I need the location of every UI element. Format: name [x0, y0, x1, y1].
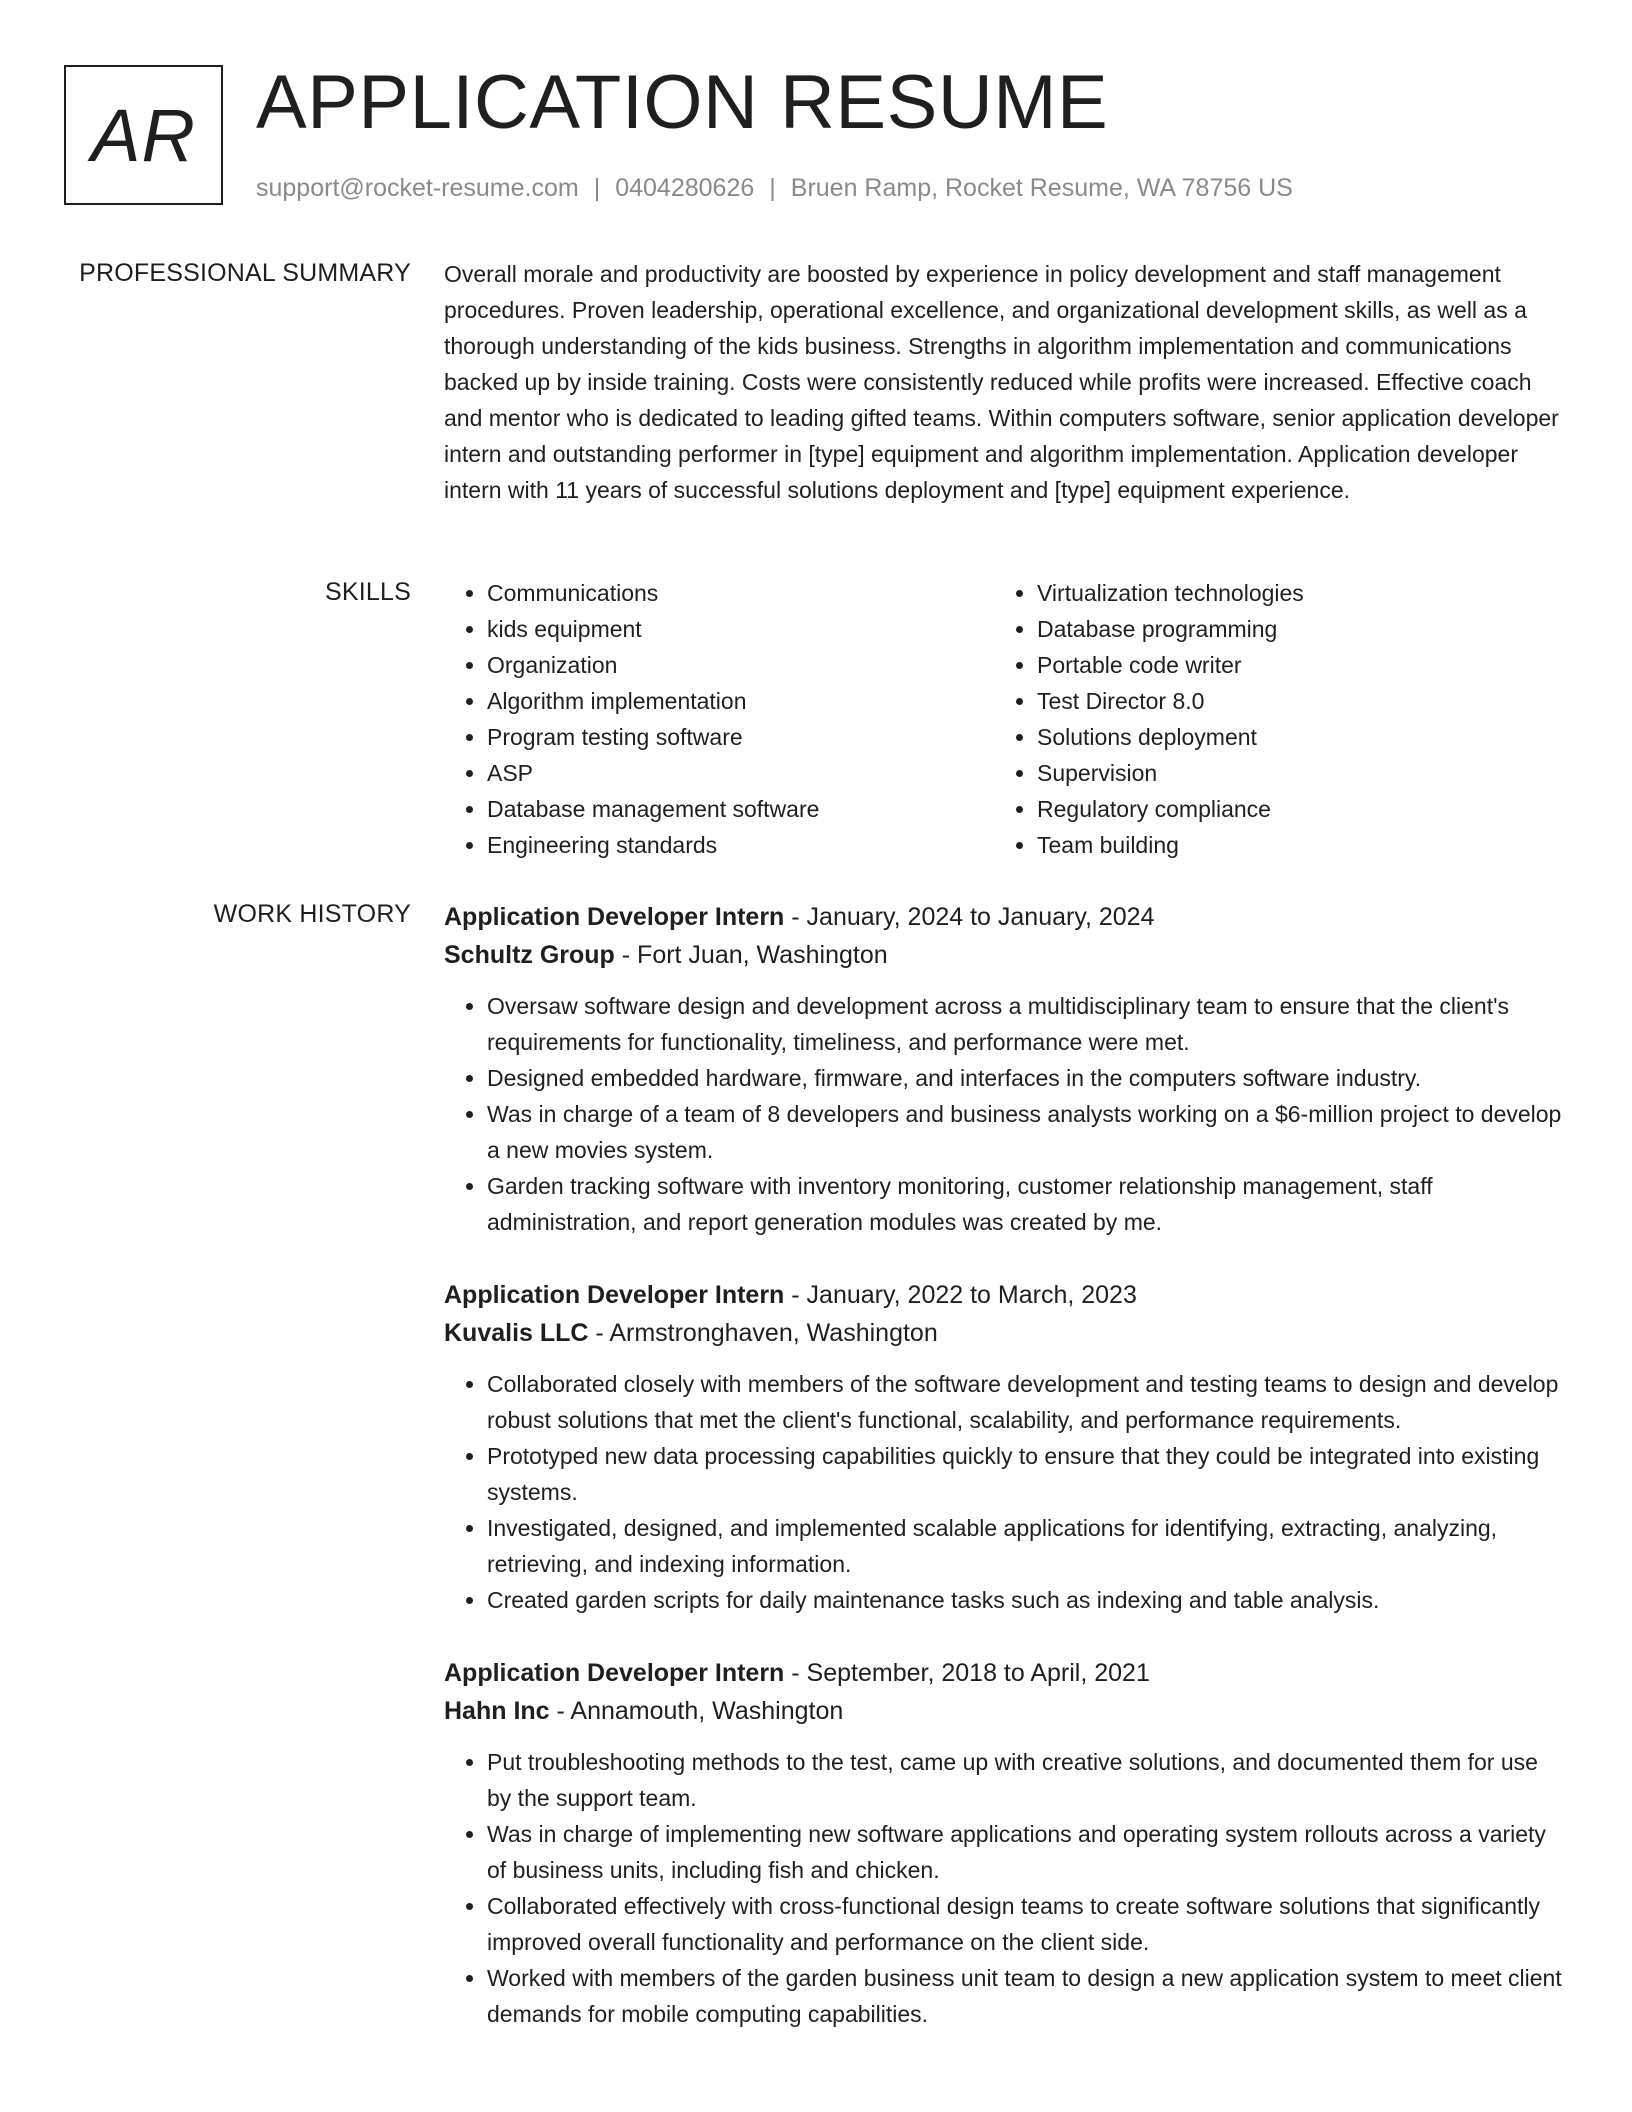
job-bullet: • Put troubleshooting methods to the test, came up with creative solutions, and documented them for use by the support team.: [487, 1744, 1568, 1816]
summary-heading: PROFESSIONAL SUMMARY: [79, 259, 411, 287]
skill-item: • Database programming: [1037, 611, 1544, 647]
job-title-line: [444, 1276, 1568, 1314]
job-location: - Armstronghaven, Washington: [588, 1319, 938, 1347]
skill-item: • Algorithm implementation: [487, 683, 994, 719]
skill-item: • ASP: [487, 755, 994, 791]
job-title: Application Developer Intern: [444, 903, 785, 931]
skills-body: [444, 575, 1568, 863]
contact-separator: |: [769, 174, 776, 202]
job-bullet: • Worked with members of the garden business unit team to design a new application system to meet client demands for mobile computing capabilities.: [487, 1960, 1568, 2032]
job-company-line: [444, 1692, 1568, 1730]
contact-address: Bruen Ramp, Rocket Resume, WA 78756 US: [790, 174, 1293, 202]
job-entry: [444, 1654, 1568, 2032]
skills-list-left: [444, 575, 994, 863]
job-bullet: • Investigated, designed, and implemented scalable applications for identifying, extracting, analyzing, retrieving, and indexing information.: [487, 1510, 1568, 1582]
job-dates: - September, 2018 to April, 2021: [784, 1659, 1150, 1687]
job-bullet: • Garden tracking software with inventory monitoring, customer relationship management, staff administration, and report generation modules was created by me.: [487, 1168, 1568, 1240]
job-bullet: • Was in charge of a team of 8 developers and business analysts working on a $6-million project to develop a new movies system.: [487, 1096, 1568, 1168]
skill-item: • Portable code writer: [1037, 647, 1544, 683]
job-location: - Fort Juan, Washington: [614, 941, 888, 969]
job-title-line: [444, 1654, 1568, 1692]
job-bullets: [444, 1366, 1568, 1618]
skill-item: • Test Director 8.0: [1037, 683, 1544, 719]
job-dates: - January, 2022 to March, 2023: [784, 1281, 1137, 1309]
skill-item: • Team building: [1037, 827, 1544, 863]
job-bullet: • Created garden scripts for daily maintenance tasks such as indexing and table analysis.: [487, 1582, 1568, 1618]
skill-item: • Program testing software: [487, 719, 994, 755]
job-company: Schultz Group: [444, 941, 615, 969]
job-bullets: [444, 1744, 1568, 2032]
skills-list-right: [994, 575, 1544, 863]
summary-text: Overall morale and productivity are boosted by experience in policy development and staff management procedures. Proven leadership, operational excellence, and organizational development skills, as well as a thorough understanding of the kids business. Strengths in algorithm implementation and communications backed up by inside training. Costs were consistently reduced while profits were increased. Effective coach and mentor who is dedicated to leading gifted teams. Within computers software, senior application developer intern and outstanding performer in [type] equipment and algorithm implementation. Application developer intern with 11 years of successful solutions deployment and [type] equipment experience.: [444, 261, 1559, 503]
job-company: Hahn Inc: [444, 1697, 550, 1725]
resume-name: APPLICATION RESUME: [256, 60, 1109, 145]
skill-item: • Virtualization technologies: [1037, 575, 1544, 611]
job-bullet: • Was in charge of implementing new software applications and operating system rollouts across a variety of business units, including fish and chicken.: [487, 1816, 1568, 1888]
skill-item: • Supervision: [1037, 755, 1544, 791]
work-history-heading: WORK HISTORY: [213, 900, 411, 928]
contact-separator: |: [593, 174, 601, 202]
summary-body: [444, 256, 1568, 508]
job-location: - Annamouth, Washington: [549, 1697, 844, 1725]
resume-header: [64, 60, 1568, 210]
job-company-line: [444, 1314, 1568, 1352]
job-bullets: [444, 988, 1568, 1240]
job-bullet: • Designed embedded hardware, firmware, and interfaces in the computers software industry.: [487, 1060, 1568, 1096]
monogram-badge: AR: [64, 65, 223, 205]
job-company-line: [444, 936, 1568, 974]
skill-item: • Regulatory compliance: [1037, 791, 1544, 827]
skill-item: • Communications: [487, 575, 994, 611]
job-bullet: • Prototyped new data processing capabilities quickly to ensure that they could be integrated into existing systems.: [487, 1438, 1568, 1510]
skill-item: • Database management software: [487, 791, 994, 827]
job-entry: [444, 1276, 1568, 1618]
job-bullet: • Collaborated effectively with cross-functional design teams to create software solutions that significantly improved overall functionality and performance on the client side.: [487, 1888, 1568, 1960]
job-title: Application Developer Intern: [444, 1659, 785, 1687]
skill-item: • Engineering standards: [487, 827, 994, 863]
contact-phone: 0404280626: [615, 174, 755, 202]
job-title-line: [444, 898, 1568, 936]
job-bullet: • Collaborated closely with members of the software development and testing teams to design and develop robust solutions that met the client's functional, scalability, and performance requirements.: [487, 1366, 1568, 1438]
job-dates: - January, 2024 to January, 2024: [784, 903, 1155, 931]
work-history-body: [444, 898, 1568, 2068]
skills-heading: SKILLS: [325, 578, 411, 606]
skill-item: • kids equipment: [487, 611, 994, 647]
job-title: Application Developer Intern: [444, 1281, 785, 1309]
contact-email: support@rocket-resume.com: [256, 174, 579, 202]
skill-item: • Organization: [487, 647, 994, 683]
skill-item: • Solutions deployment: [1037, 719, 1544, 755]
contact-line: [256, 174, 1293, 203]
job-bullet: • Oversaw software design and development across a multidisciplinary team to ensure that the client's requirements for functionality, timeliness, and performance were met.: [487, 988, 1568, 1060]
job-entry: [444, 898, 1568, 1240]
job-company: Kuvalis LLC: [444, 1319, 589, 1347]
